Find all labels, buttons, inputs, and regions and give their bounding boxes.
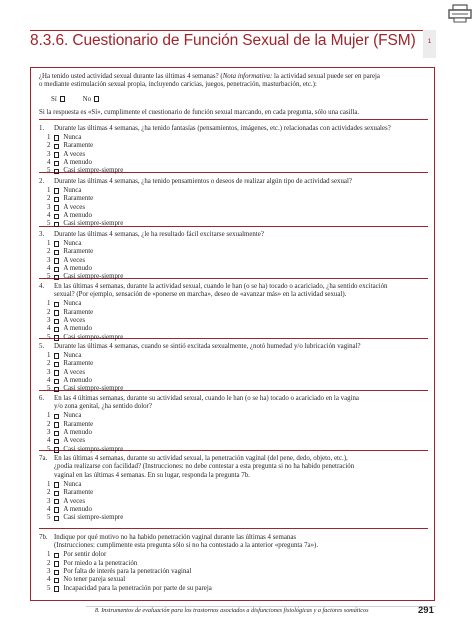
answer-option[interactable] — [39, 300, 427, 308]
option-label: Por sentir dolor — [63, 551, 107, 559]
option-checkbox[interactable] — [54, 161, 59, 166]
answer-option[interactable] — [39, 560, 427, 568]
option-label: Nunca — [63, 133, 82, 141]
option-label: Raramente — [63, 420, 94, 428]
option-number: 4 — [47, 265, 51, 273]
option-number: 2 — [47, 195, 51, 203]
question-line: Durante las últimas 4 semanas, ¿ha tenido fantasías (pensamientos, imágenes, etc.) relacionadas con actividades sexuales? — [54, 125, 391, 132]
answer-options — [39, 412, 427, 454]
option-label: Casi siempre-siempre — [63, 385, 124, 393]
option-number: 4 — [47, 437, 51, 445]
option-label: Raramente — [63, 195, 94, 203]
option-label: Nunca — [63, 351, 82, 359]
option-checkbox[interactable] — [54, 152, 59, 157]
question-line: En las últimas 4 semanas, durante la actividad sexual, cuando le han (o se ha) tocado o acariciado, ¿ha sentido excitación — [54, 283, 388, 290]
option-checkbox[interactable] — [54, 499, 59, 504]
option-checkbox[interactable] — [54, 561, 59, 566]
option-label: Raramente — [63, 142, 94, 150]
option-number: 3 — [47, 568, 51, 576]
question-line: sexual? (Por ejemplo, sensación de «ponerse en marcha», deseo de «avanzar más» en la actividad sexual). — [54, 291, 347, 299]
option-checkbox[interactable] — [54, 135, 59, 140]
option-checkbox[interactable] — [54, 586, 59, 591]
question-4 — [39, 283, 427, 342]
option-number: 5 — [47, 273, 51, 281]
question-line: y/o zona genital, ¿ha sentido dolor? — [54, 403, 152, 411]
option-label: Casi siempre-siempre — [63, 445, 124, 453]
option-label: A menudo — [63, 325, 92, 333]
option-number: 4 — [47, 159, 51, 167]
option-number: 1 — [47, 133, 51, 141]
option-label: Nunca — [63, 300, 82, 308]
option-label: A veces — [63, 256, 86, 264]
option-checkbox[interactable] — [54, 205, 59, 210]
yes-checkbox[interactable] — [60, 96, 65, 101]
answer-option[interactable] — [39, 446, 427, 454]
option-checkbox[interactable] — [54, 507, 59, 512]
option-checkbox[interactable] — [54, 379, 59, 384]
answer-option[interactable] — [39, 220, 427, 228]
option-label: Raramente — [63, 308, 94, 316]
no-checkbox[interactable] — [94, 96, 99, 101]
option-number: 5 — [47, 445, 51, 453]
option-number: 4 — [47, 505, 51, 513]
option-label: Casi siempre-siempre — [63, 167, 124, 175]
option-number: 1 — [47, 551, 51, 559]
option-label: A veces — [63, 150, 86, 158]
answer-option[interactable] — [39, 377, 427, 385]
option-label: Casi siempre-siempre — [63, 333, 124, 341]
option-label: Casi siempre-siempre — [63, 220, 124, 228]
answer-option[interactable] — [39, 369, 427, 377]
answer-options — [39, 300, 427, 342]
answer-option[interactable] — [39, 429, 427, 437]
option-number: 4 — [47, 576, 51, 584]
answer-options — [39, 551, 427, 593]
option-number: 2 — [47, 559, 51, 567]
intro-question — [39, 73, 427, 90]
option-checkbox[interactable] — [54, 353, 59, 358]
answer-option[interactable] — [39, 360, 427, 368]
option-number: 2 — [47, 308, 51, 316]
option-label: No tener pareja sexual — [63, 576, 126, 584]
option-checkbox[interactable] — [54, 241, 59, 246]
option-checkbox[interactable] — [54, 570, 59, 575]
questionnaire-box — [30, 67, 435, 601]
option-checkbox[interactable] — [54, 431, 59, 436]
question-7b — [39, 534, 427, 593]
option-checkbox[interactable] — [54, 222, 59, 227]
option-checkbox[interactable] — [54, 302, 59, 307]
question-line: En las últimas 4 semanas, durante su actividad sexual, la penetración vaginal (del pene, dedo, objeto, etc.), — [54, 455, 348, 462]
footer-chapter-title: 8. Instrumentos de evaluación para los trastornos asociados a disfunciones fisiológicas y a factores somáticos — [95, 607, 369, 614]
question-line: (Instrucciones: cumplimente esta pregunta sólo si no ha contestado a la anterior «pregunta 7a»). — [54, 542, 319, 550]
option-number: 3 — [47, 203, 51, 211]
option-label: A menudo — [63, 429, 92, 437]
option-checkbox[interactable] — [54, 310, 59, 315]
question-line: vaginal en las últimas 4 semanas. En su lugar, responda la pregunta 7b. — [54, 471, 250, 479]
answer-option[interactable] — [39, 352, 427, 360]
option-number: 4 — [47, 212, 51, 220]
option-number: 3 — [47, 256, 51, 264]
question-line: ¿podía realizarse con facilidad? (Instrucciones: no debe contestar a esta pregunta si no ha habido penetración — [54, 463, 355, 471]
answer-option[interactable] — [39, 142, 427, 150]
question-text — [39, 125, 427, 133]
option-checkbox[interactable] — [54, 319, 59, 324]
question-number: 2. — [39, 178, 45, 185]
option-number: 3 — [47, 429, 51, 437]
option-checkbox[interactable] — [54, 491, 59, 496]
option-label: A menudo — [63, 265, 92, 273]
option-checkbox[interactable] — [54, 275, 59, 280]
answer-option[interactable] — [39, 568, 427, 576]
option-checkbox[interactable] — [54, 362, 59, 367]
option-label: A menudo — [63, 212, 92, 220]
question-number: 1. — [39, 125, 45, 132]
answer-option[interactable] — [39, 151, 427, 159]
question-text — [39, 283, 427, 300]
answer-option[interactable] — [39, 437, 427, 445]
yes-option[interactable]: Sí — [51, 96, 65, 103]
answer-option[interactable] — [39, 212, 427, 220]
option-label: Raramente — [63, 489, 94, 497]
question-number: 5. — [39, 343, 45, 350]
option-checkbox[interactable] — [54, 197, 59, 202]
answer-option[interactable] — [39, 159, 427, 167]
option-checkbox[interactable] — [54, 422, 59, 427]
option-label: A veces — [63, 203, 86, 211]
question-number: 7a. — [39, 455, 48, 462]
option-checkbox[interactable] — [54, 482, 59, 487]
question-text — [39, 395, 427, 412]
question-6 — [39, 395, 427, 454]
question-line: En las 4 últimas semanas, durante su actividad sexual, cuando le han (o se ha) tocado o acariciado en la vagina — [54, 395, 359, 402]
answer-options — [39, 240, 427, 282]
page-number: 291 — [418, 605, 434, 616]
option-checkbox[interactable] — [54, 553, 59, 558]
option-number: 2 — [47, 420, 51, 428]
option-checkbox[interactable] — [54, 169, 59, 174]
option-label: Nunca — [63, 412, 82, 420]
option-label: Casi siempre-siempre — [63, 514, 124, 522]
question-number: 6. — [39, 395, 45, 402]
option-number: 1 — [47, 480, 51, 488]
question-line: Durante las últimas 4 semanas, ¿le ha resultado fácil excitarse sexualmente? — [54, 231, 264, 238]
option-number: 5 — [47, 220, 51, 228]
option-label: A veces — [63, 437, 86, 445]
answer-options — [39, 187, 427, 229]
option-number: 5 — [47, 514, 51, 522]
page-title: 8.3.6. Cuestionario de Función Sexual de la Mujer (FSM) — [30, 32, 416, 49]
option-checkbox[interactable] — [54, 188, 59, 193]
answer-option[interactable] — [39, 514, 427, 522]
option-label: Casi siempre-siempre — [63, 273, 124, 281]
answer-option[interactable] — [39, 248, 427, 256]
option-label: A menudo — [63, 505, 92, 513]
question-line: Indique por qué motivo no ha habido penetración vaginal durante las últimas 4 semanas — [54, 534, 297, 541]
option-label: A veces — [63, 317, 86, 325]
option-number: 3 — [47, 368, 51, 376]
option-label: Raramente — [63, 360, 94, 368]
option-number: 1 — [47, 239, 51, 247]
separator — [39, 528, 428, 529]
option-checkbox[interactable] — [54, 214, 59, 219]
option-number: 1 — [47, 351, 51, 359]
answer-option[interactable] — [39, 167, 427, 175]
option-checkbox[interactable] — [54, 327, 59, 332]
no-option[interactable]: No — [83, 96, 100, 103]
answer-option[interactable] — [39, 385, 427, 393]
question-text — [39, 231, 427, 239]
question-line: Durante las últimas 4 semanas, cuando se sintió excitada sexualmente, ¿notó humedad y/o lubricación vaginal? — [54, 343, 361, 350]
question-text — [39, 455, 427, 480]
option-checkbox[interactable] — [54, 578, 59, 583]
option-label: Raramente — [63, 248, 94, 256]
option-number: 2 — [47, 489, 51, 497]
answer-option[interactable] — [39, 273, 427, 281]
answer-option[interactable] — [39, 481, 427, 489]
answer-option[interactable] — [39, 134, 427, 142]
option-number: 5 — [47, 385, 51, 393]
option-label: Nunca — [63, 186, 82, 194]
answer-option[interactable] — [39, 506, 427, 514]
answer-option[interactable] — [39, 195, 427, 203]
option-label: A veces — [63, 497, 86, 505]
answer-option[interactable] — [39, 257, 427, 265]
option-number: 2 — [47, 142, 51, 150]
answer-option[interactable] — [39, 240, 427, 248]
option-label: A veces — [63, 368, 86, 376]
question-text — [39, 178, 427, 186]
option-checkbox[interactable] — [54, 258, 59, 263]
option-number: 1 — [47, 300, 51, 308]
answer-option[interactable] — [39, 585, 427, 593]
section-tab-number: 1 — [427, 38, 432, 45]
option-label: A menudo — [63, 159, 92, 167]
option-checkbox[interactable] — [54, 250, 59, 255]
answer-option[interactable] — [39, 204, 427, 212]
option-checkbox[interactable] — [54, 414, 59, 419]
answer-option[interactable] — [39, 334, 427, 342]
answer-option[interactable] — [39, 317, 427, 325]
option-checkbox[interactable] — [54, 267, 59, 272]
question-number: 3. — [39, 231, 45, 238]
question-2 — [39, 178, 427, 229]
answer-options — [39, 134, 427, 176]
option-checkbox[interactable] — [54, 335, 59, 340]
question-number: 4. — [39, 283, 45, 290]
option-label: Nunca — [63, 480, 82, 488]
option-number: 3 — [47, 317, 51, 325]
answer-option[interactable] — [39, 576, 427, 584]
option-checkbox[interactable] — [54, 387, 59, 392]
option-number: 1 — [47, 412, 51, 420]
option-checkbox[interactable] — [54, 144, 59, 149]
option-number: 5 — [47, 333, 51, 341]
option-number: 5 — [47, 167, 51, 175]
answer-options — [39, 481, 427, 523]
option-checkbox[interactable] — [54, 447, 59, 452]
printer-icon[interactable] — [446, 0, 474, 24]
question-1 — [39, 125, 427, 176]
answer-option[interactable] — [39, 265, 427, 273]
answer-option[interactable] — [39, 412, 427, 420]
answer-option[interactable] — [39, 489, 427, 497]
option-number: 3 — [47, 150, 51, 158]
option-number: 4 — [47, 377, 51, 385]
answer-option[interactable] — [39, 421, 427, 429]
option-number: 4 — [47, 325, 51, 333]
answer-option[interactable] — [39, 498, 427, 506]
option-label: A menudo — [63, 377, 92, 385]
option-label: Nunca — [63, 239, 82, 247]
option-number: 2 — [47, 248, 51, 256]
question-5 — [39, 343, 427, 394]
separator — [39, 119, 428, 120]
question-7a — [39, 455, 427, 523]
question-3 — [39, 231, 427, 282]
instruction-text: Si la respuesta es «Sí», cumplimente el cuestionario de función sexual marcando, en cada pregunta, sólo una casilla. — [39, 109, 360, 116]
option-label: Por miedo a la penetración — [63, 559, 138, 567]
question-number: 7b. — [39, 534, 48, 541]
answer-option[interactable] — [39, 325, 427, 333]
answer-options — [39, 352, 427, 394]
answer-option[interactable] — [39, 551, 427, 559]
option-number: 2 — [47, 360, 51, 368]
yes-no-options — [51, 96, 99, 103]
question-text — [39, 343, 427, 351]
option-checkbox[interactable] — [54, 370, 59, 375]
answer-option[interactable] — [39, 187, 427, 195]
option-number: 3 — [47, 497, 51, 505]
header-rule — [30, 30, 436, 31]
question-text — [39, 534, 427, 551]
option-label: Por falta de interés para la penetración vaginal — [63, 568, 192, 576]
informative-note-label: Nota informativa: — [222, 73, 273, 80]
option-label: Incapacidad para la penetración por parte de su pareja — [63, 584, 212, 592]
option-checkbox[interactable] — [54, 439, 59, 444]
intro-line-2: o mediante estimulación sexual propia, incluyendo caricias, juegos, penetración, masturbación, etc.): — [39, 81, 317, 89]
option-checkbox[interactable] — [54, 516, 59, 521]
option-number: 5 — [47, 584, 51, 592]
answer-option[interactable] — [39, 309, 427, 317]
intro-line-1: ¿Ha tenido usted actividad sexual durante las últimas 4 semanas? (Nota informativa: la actividad sexual puede ser en pareja — [39, 73, 380, 80]
option-number: 1 — [47, 186, 51, 194]
question-line: Durante las últimas 4 semanas, ¿ha tenido pensamientos o deseos de realizar algún tipo de actividad sexual? — [54, 178, 352, 185]
